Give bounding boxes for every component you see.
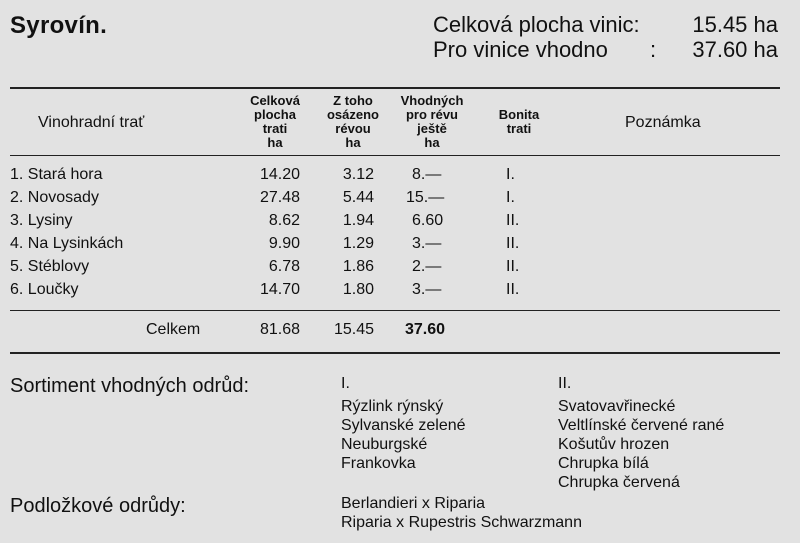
row-osazeno: 1.86 — [342, 258, 374, 275]
variety-item: Veltlínské červené rané — [558, 417, 725, 434]
variety-item: Chrupka bílá — [558, 455, 649, 472]
row-name: 1. Stará hora — [10, 166, 103, 183]
total-vhodnych: 37.60 — [405, 321, 446, 338]
variety-item: Rýzlink rýnský — [341, 398, 444, 415]
row-bonita: II. — [506, 235, 520, 252]
row-name: 2. Novosady — [10, 189, 99, 206]
sortiment-group1-heading: I. — [341, 375, 350, 392]
row-osazeno: 1.29 — [342, 235, 374, 252]
total-label: Celkem — [146, 321, 201, 338]
row-name: 3. Lysiny — [10, 212, 73, 229]
total-celkova: 81.68 — [259, 321, 300, 338]
podlozky-label: Podložkové odrůdy: — [10, 495, 186, 517]
table-header-rule — [10, 155, 780, 156]
variety-item: Neuburgské — [341, 436, 428, 453]
row-celkova: 6.78 — [268, 258, 300, 275]
variety-item: Svatovavřinecké — [558, 398, 676, 415]
suitable-area-label: Pro vinice vhodno — [433, 37, 608, 62]
row-bonita: I. — [506, 189, 515, 206]
col-header-celkova: Celková plocha trati ha — [250, 93, 300, 150]
suitable-area-value: 37.60 ha — [692, 37, 778, 62]
col-header-bonita: Bonita trati — [498, 107, 540, 136]
row-vhodnych: 6.60 — [412, 212, 444, 229]
variety-item: Chrupka červená — [558, 474, 680, 491]
row-vhodnych: 3.— — [412, 235, 442, 252]
row-name: 4. Na Lysinkách — [10, 235, 124, 252]
row-celkova: 9.90 — [268, 235, 300, 252]
row-osazeno: 5.44 — [342, 189, 374, 206]
rootstock-item: Riparia x Rupestris Schwarzmann — [341, 514, 582, 531]
row-name: 6. Loučky — [10, 281, 79, 298]
row-osazeno: 1.94 — [342, 212, 374, 229]
total-osazeno: 15.45 — [333, 321, 374, 338]
row-vhodnych: 2.— — [412, 258, 442, 275]
variety-item: Košutův hrozen — [558, 436, 670, 453]
row-celkova: 27.48 — [259, 189, 300, 206]
row-osazeno: 3.12 — [342, 166, 374, 183]
row-celkova: 14.70 — [259, 281, 300, 298]
col-header-vhodnych: Vhodných pro révu ještě ha — [400, 93, 464, 150]
row-bonita: II. — [506, 281, 520, 298]
total-area-label: Celková plocha vinic: — [433, 12, 640, 37]
rootstock-item: Berlandieri x Riparia — [341, 495, 486, 512]
suitable-area-colon: : — [650, 37, 657, 62]
col-header-osazeno: Z toho osázeno révou ha — [326, 93, 379, 150]
sortiment-label: Sortiment vhodných odrůd: — [10, 375, 250, 397]
total-area-value: 15.45 ha — [692, 12, 778, 37]
place-title: Syrovín. — [10, 12, 108, 39]
sortiment-group2-heading: II. — [558, 375, 572, 392]
row-celkova: 14.20 — [259, 166, 300, 183]
col-header-trat: Vinohradní trať — [38, 114, 145, 131]
row-bonita: II. — [506, 212, 520, 229]
col-header-poznamka: Poznámka — [625, 114, 701, 131]
row-name: 5. Stéblovy — [10, 258, 90, 275]
row-osazeno: 1.80 — [342, 281, 374, 298]
table-total-rule — [10, 310, 780, 311]
variety-item: Sylvanské zelené — [341, 417, 466, 434]
table-top-rule — [10, 87, 780, 89]
row-vhodnych: 8.— — [412, 166, 442, 183]
row-vhodnych: 15.— — [406, 189, 445, 206]
table-bottom-rule — [10, 352, 780, 354]
variety-item: Frankovka — [341, 455, 416, 472]
row-bonita: I. — [506, 166, 515, 183]
row-celkova: 8.62 — [268, 212, 300, 229]
row-vhodnych: 3.— — [412, 281, 442, 298]
row-bonita: II. — [506, 258, 520, 275]
